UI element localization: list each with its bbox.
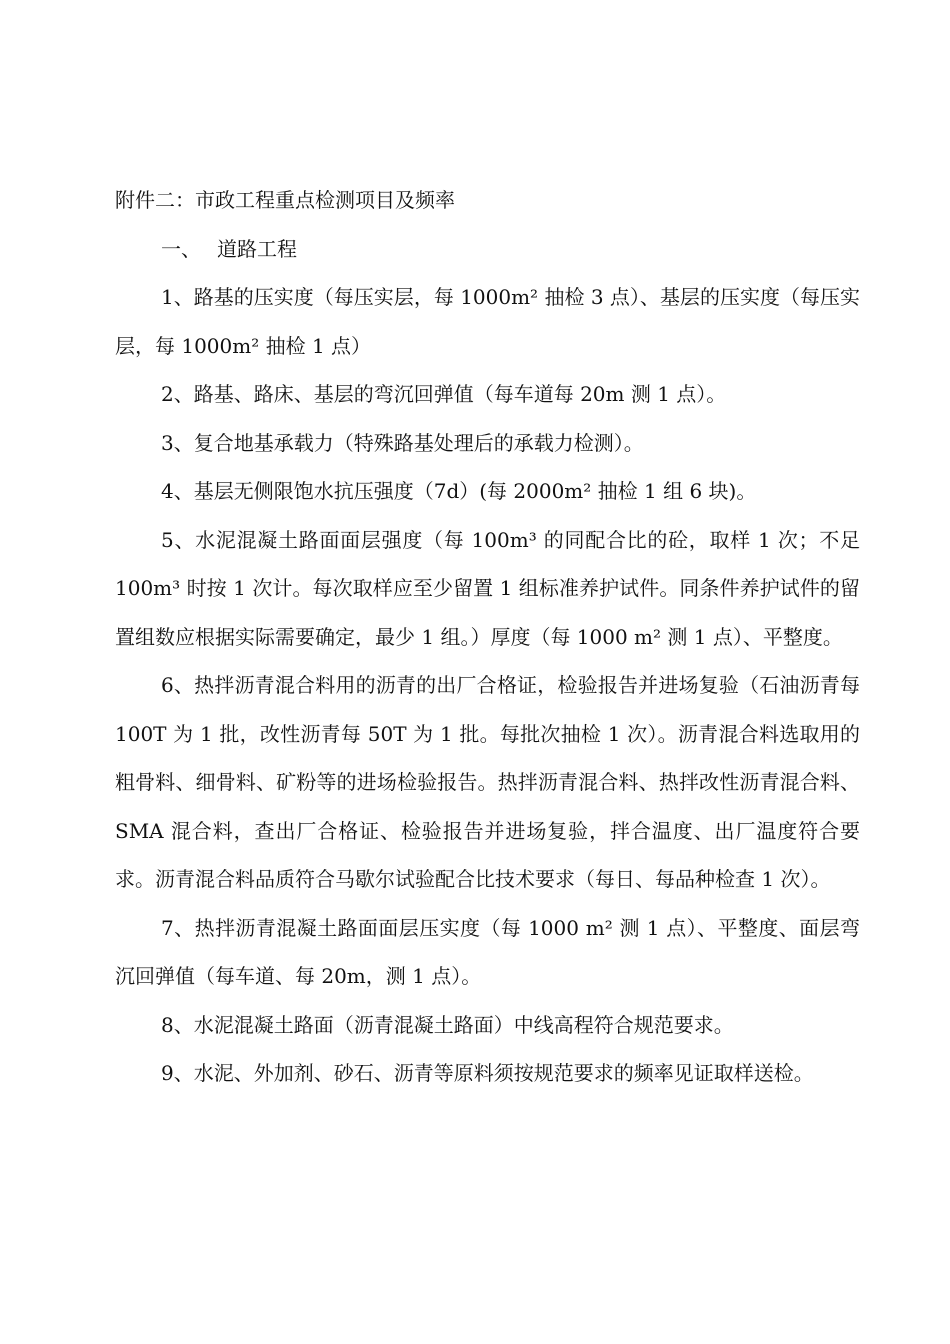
list-item: 5、水泥混凝土路面面层强度（每 100m³ 的同配合比的砼，取样 1 次；不足 100m³ 时按 1 次计。每次取样应至少留置 1 组标准养护试件。同条件养护试件的留置组数应根据实际需要确定，最少 1 组。）厚度（每 1000 m² 测 1 点）、平整度。 [115, 527, 860, 649]
list-item: 2、路基、路床、基层的弯沉回弹值（每车道每 20m 测 1 点）。 [161, 382, 727, 406]
list-item: 9、水泥、外加剂、砂石、沥青等原料须按规范要求的频率见证取样送检。 [161, 1061, 814, 1085]
list-item: 8、水泥混凝土路面（沥青混凝土路面）中线高程符合规范要求。 [161, 1012, 734, 1037]
list-item: 6、热拌沥青混合料用的沥青的出厂合格证，检验报告并进场复验（石油沥青每 100T 为 1 批，改性沥青每 50T 为 1 批。每批次抽检 1 次）。沥青混合料选取用的粗骨料、细骨料、矿粉等的进场检验报告。热拌沥青混合料、热拌改性沥青混合料、SMA 混合料，查出厂合格证、检验报告并进场复验，拌合温度、出厂温度符合要求。沥青混合料品质符合马歇尔试验配合比技术要求（每日、每品种检查 1 次）。 [115, 673, 860, 891]
section-number: 一、 [161, 236, 201, 261]
section-heading [115, 225, 860, 274]
list-item: 3、复合地基承载力（特殊路基处理后的承载力检测）。 [161, 430, 644, 455]
document-title: 附件二：市政工程重点检测项目及频率 [115, 188, 455, 212]
list-item: 7、热拌沥青混凝土路面面层压实度（每 1000 m² 测 1 点）、平整度、面层弯沉回弹值（每车道、每 20m，测 1 点）。 [115, 915, 860, 988]
document-body [115, 176, 860, 1098]
list-item: 1、路基的压实度（每压实层，每 1000m² 抽检 3 点）、基层的压实度（每压实层，每 1000m² 抽检 1 点） [115, 285, 860, 358]
list-item: 4、基层无侧限饱水抗压强度（7d）(每 2000m² 抽检 1 组 6 块)。 [161, 479, 757, 503]
section-label: 道路工程 [217, 236, 297, 261]
